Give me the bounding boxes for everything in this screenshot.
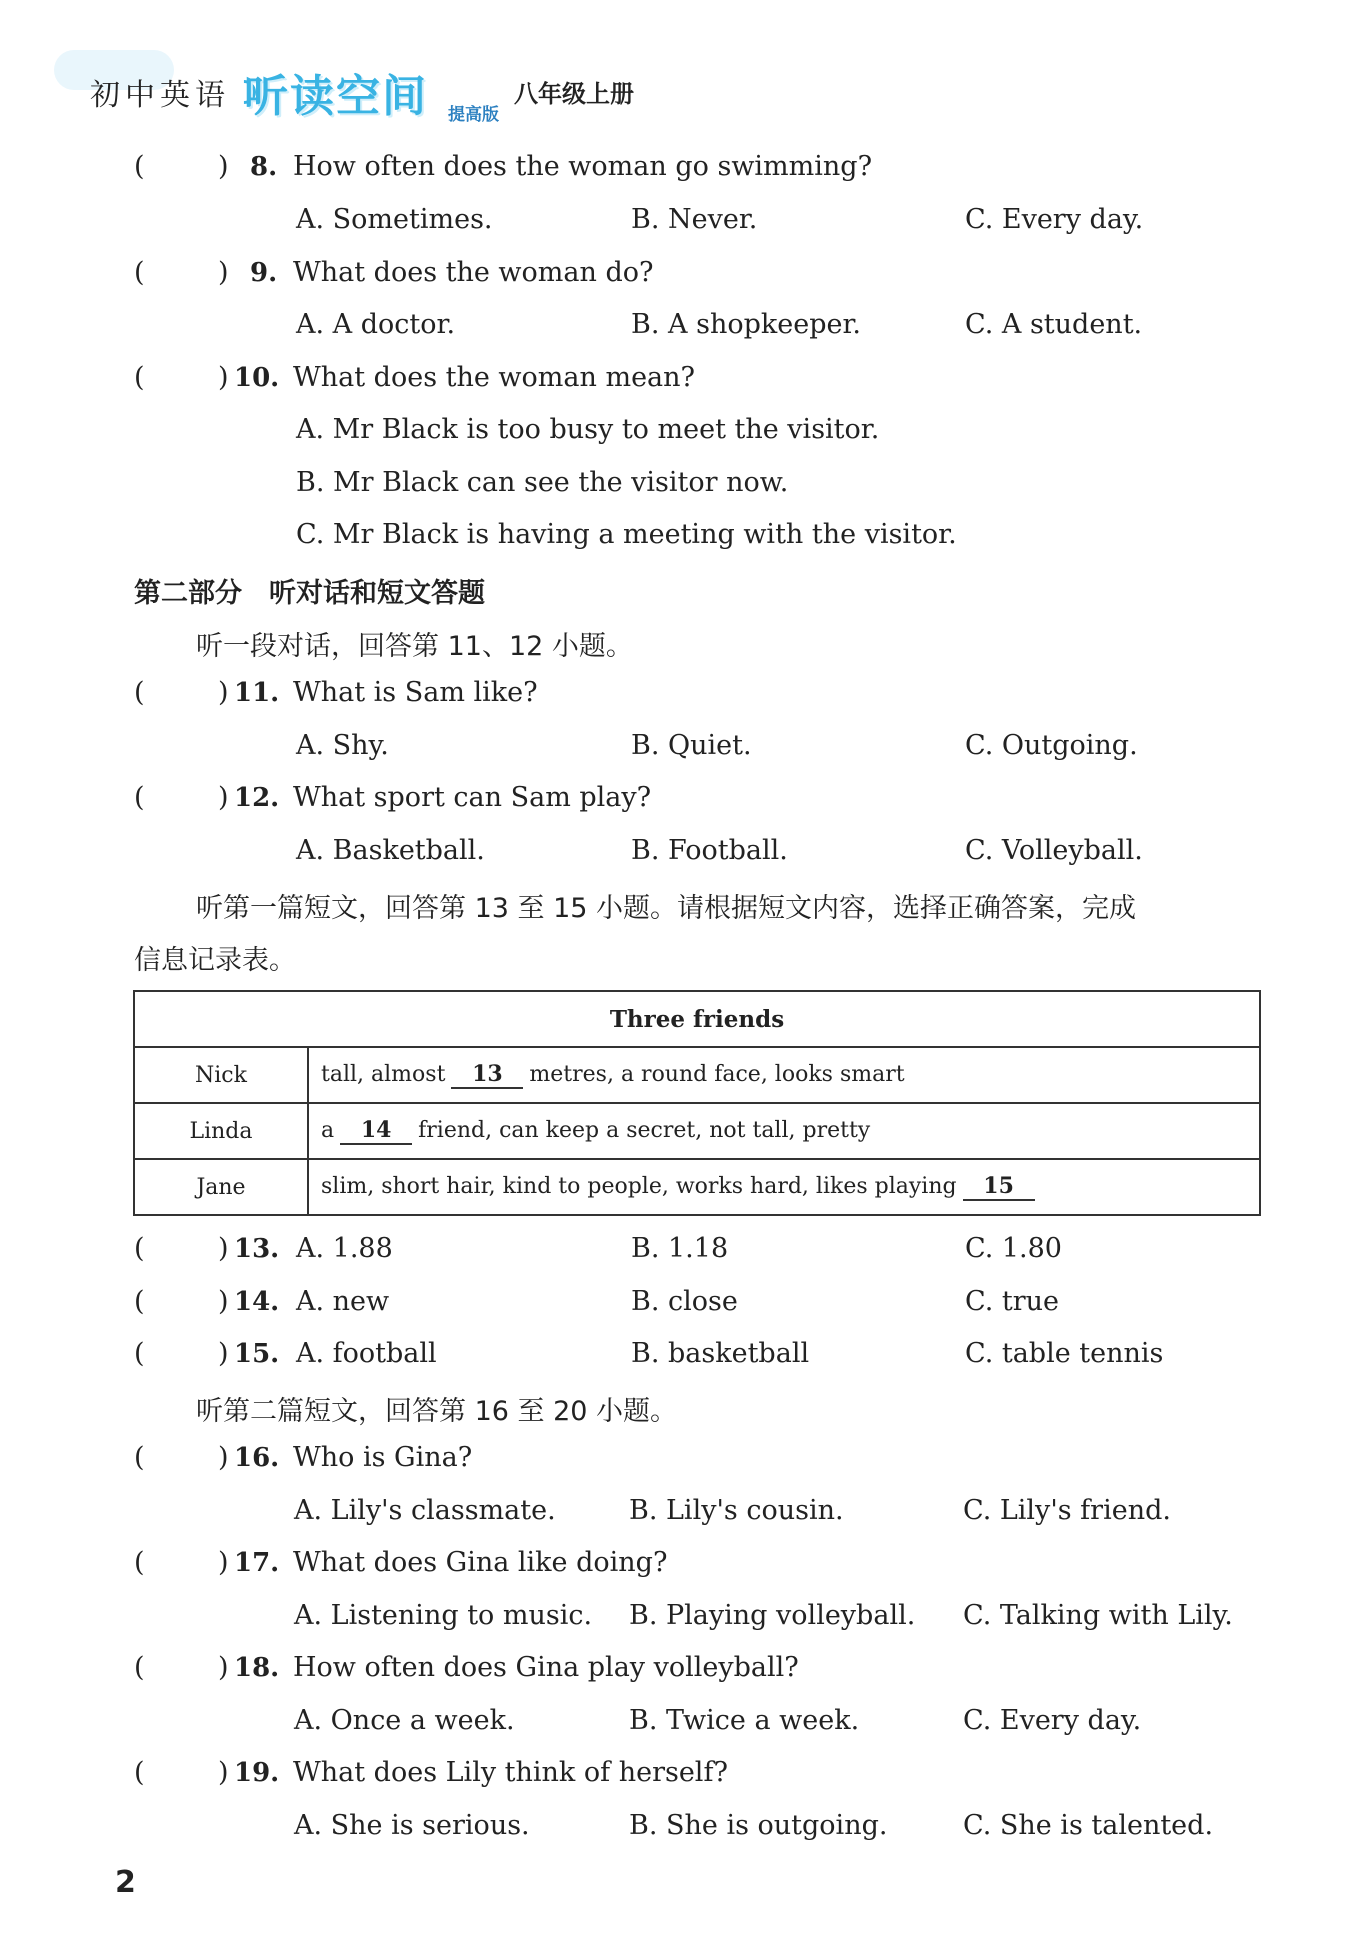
answer-paren-open: ( xyxy=(134,1442,145,1473)
friend-name: Linda xyxy=(134,1103,308,1159)
option-c: C. Every day. xyxy=(963,1705,1142,1736)
table-title: Three friends xyxy=(134,991,1260,1047)
answer-paren-close: ) xyxy=(218,1286,229,1317)
question-text: What sport can Sam play? xyxy=(293,782,652,813)
option-a: A. 1.88 xyxy=(296,1233,393,1264)
option-c: C. Volleyball. xyxy=(965,835,1143,866)
description-pre: a xyxy=(321,1118,335,1143)
grade-label: 八年级上册 xyxy=(514,80,634,108)
question-number: 13. xyxy=(234,1234,280,1264)
blank-14[interactable]: 14 xyxy=(340,1117,412,1145)
blank-13[interactable]: 13 xyxy=(451,1061,523,1089)
answer-paren-close: ) xyxy=(218,782,229,813)
question-text: What does the woman mean? xyxy=(293,362,696,393)
option-a: A. Lily's classmate. xyxy=(294,1495,556,1526)
description-post: metres, a round face, looks smart xyxy=(529,1062,905,1087)
question-text: Who is Gina? xyxy=(293,1442,473,1473)
option-b: B. Mr Black can see the visitor now. xyxy=(296,467,789,498)
question-number: 10. xyxy=(234,363,280,393)
option-a: A. Basketball. xyxy=(296,835,485,866)
answer-paren-open: ( xyxy=(134,782,145,813)
option-b: B. She is outgoing. xyxy=(629,1810,888,1841)
table-row xyxy=(134,1159,1260,1215)
option-c: C. Talking with Lily. xyxy=(963,1600,1233,1631)
answer-paren-open: ( xyxy=(134,1547,145,1578)
brand-logo: 听读空间 xyxy=(244,71,428,122)
answer-paren-close: ) xyxy=(218,1338,229,1369)
option-b: B. basketball xyxy=(631,1338,810,1369)
question-number: 11. xyxy=(234,678,280,708)
answer-paren-close: ) xyxy=(218,1442,229,1473)
option-c: C. Outgoing. xyxy=(965,730,1138,761)
question-text: What does Gina like doing? xyxy=(293,1547,668,1578)
question-text: What is Sam like? xyxy=(293,677,538,708)
answer-paren-open: ( xyxy=(134,1233,145,1264)
answer-paren-close: ) xyxy=(218,1233,229,1264)
option-b: B. Never. xyxy=(631,204,758,235)
answer-paren-open: ( xyxy=(134,677,145,708)
question-number: 17. xyxy=(234,1548,280,1578)
question-number: 15. xyxy=(234,1339,280,1369)
question-text: What does the woman do? xyxy=(293,257,654,288)
question-number: 19. xyxy=(234,1758,280,1788)
answer-paren-open: ( xyxy=(134,1286,145,1317)
question-number: 18. xyxy=(234,1653,280,1683)
answer-paren-close: ) xyxy=(218,362,229,393)
question-number: 14. xyxy=(234,1287,280,1317)
instruction-dialogue: 听一段对话，回答第 11、12 小题。 xyxy=(196,631,633,662)
description-pre: tall, almost xyxy=(321,1062,446,1087)
answer-paren-close: ) xyxy=(218,257,229,288)
option-b: B. Twice a week. xyxy=(629,1705,860,1736)
table-header-row xyxy=(134,991,1260,1047)
option-c: C. Lily's friend. xyxy=(963,1495,1171,1526)
section-title: 第二部分 听对话和短文答题 xyxy=(134,578,485,609)
answer-paren-open: ( xyxy=(134,1338,145,1369)
option-a: A. football xyxy=(296,1338,437,1369)
answer-paren-close: ) xyxy=(218,1652,229,1683)
answer-paren-open: ( xyxy=(134,1652,145,1683)
option-b: B. Lily's cousin. xyxy=(629,1495,844,1526)
instruction-passage-1-cont: 信息记录表。 xyxy=(134,945,296,976)
question-text: What does Lily think of herself? xyxy=(293,1757,728,1788)
answer-paren-close: ) xyxy=(218,677,229,708)
option-a: A. new xyxy=(296,1286,390,1317)
info-table xyxy=(133,990,1261,1216)
option-c: C. 1.80 xyxy=(965,1233,1062,1264)
instruction-passage-1: 听第一篇短文，回答第 13 至 15 小题。请根据短文内容，选择正确答案，完成 xyxy=(196,893,1137,924)
option-b: B. 1.18 xyxy=(631,1233,729,1264)
friend-name: Nick xyxy=(134,1047,308,1103)
option-c: C. Every day. xyxy=(965,204,1144,235)
option-b: B. A shopkeeper. xyxy=(631,309,861,340)
option-a: A. A doctor. xyxy=(296,309,456,340)
friend-description xyxy=(308,1047,1260,1103)
option-c: C. A student. xyxy=(965,309,1143,340)
blank-15[interactable]: 15 xyxy=(963,1173,1035,1201)
option-c: C. Mr Black is having a meeting with the visitor. xyxy=(296,519,957,550)
page-number: 2 xyxy=(115,1865,136,1900)
answer-paren-open: ( xyxy=(134,1757,145,1788)
option-b: B. Quiet. xyxy=(631,730,752,761)
option-c: C. She is talented. xyxy=(963,1810,1214,1841)
friend-description xyxy=(308,1103,1260,1159)
friend-name: Jane xyxy=(134,1159,308,1215)
option-a: A. Sometimes. xyxy=(296,204,493,235)
option-c: C. table tennis xyxy=(965,1338,1164,1369)
option-a: A. Once a week. xyxy=(294,1705,515,1736)
answer-paren-open: ( xyxy=(134,257,145,288)
option-b: B. Playing volleyball. xyxy=(629,1600,916,1631)
question-number: 12. xyxy=(234,783,280,813)
friend-description xyxy=(308,1159,1260,1215)
answer-paren-open: ( xyxy=(134,362,145,393)
instruction-passage-2: 听第二篇短文，回答第 16 至 20 小题。 xyxy=(196,1396,678,1427)
answer-paren-close: ) xyxy=(218,1757,229,1788)
question-number: 9. xyxy=(250,258,278,288)
option-a: A. Mr Black is too busy to meet the visitor. xyxy=(296,414,880,445)
table-row xyxy=(134,1103,1260,1159)
question-number: 8. xyxy=(250,152,278,182)
question-text: How often does Gina play volleyball? xyxy=(293,1652,799,1683)
option-a: A. Listening to music. xyxy=(294,1600,593,1631)
option-a: A. She is serious. xyxy=(294,1810,530,1841)
table-row xyxy=(134,1047,1260,1103)
edition-label: 提高版 xyxy=(448,105,499,125)
question-text: How often does the woman go swimming? xyxy=(293,151,873,182)
answer-paren-close: ) xyxy=(218,1547,229,1578)
series-title: 初中英语 xyxy=(90,78,230,113)
answer-paren-open: ( xyxy=(134,151,145,182)
option-c: C. true xyxy=(965,1286,1059,1317)
description-post: friend, can keep a secret, not tall, pretty xyxy=(418,1118,871,1143)
option-b: B. Football. xyxy=(631,835,788,866)
question-number: 16. xyxy=(234,1443,280,1473)
option-b: B. close xyxy=(631,1286,738,1317)
description-pre: slim, short hair, kind to people, works hard, likes playing xyxy=(321,1174,957,1199)
page-header xyxy=(84,58,984,125)
option-a: A. Shy. xyxy=(296,730,389,761)
answer-paren-close: ) xyxy=(218,151,229,182)
